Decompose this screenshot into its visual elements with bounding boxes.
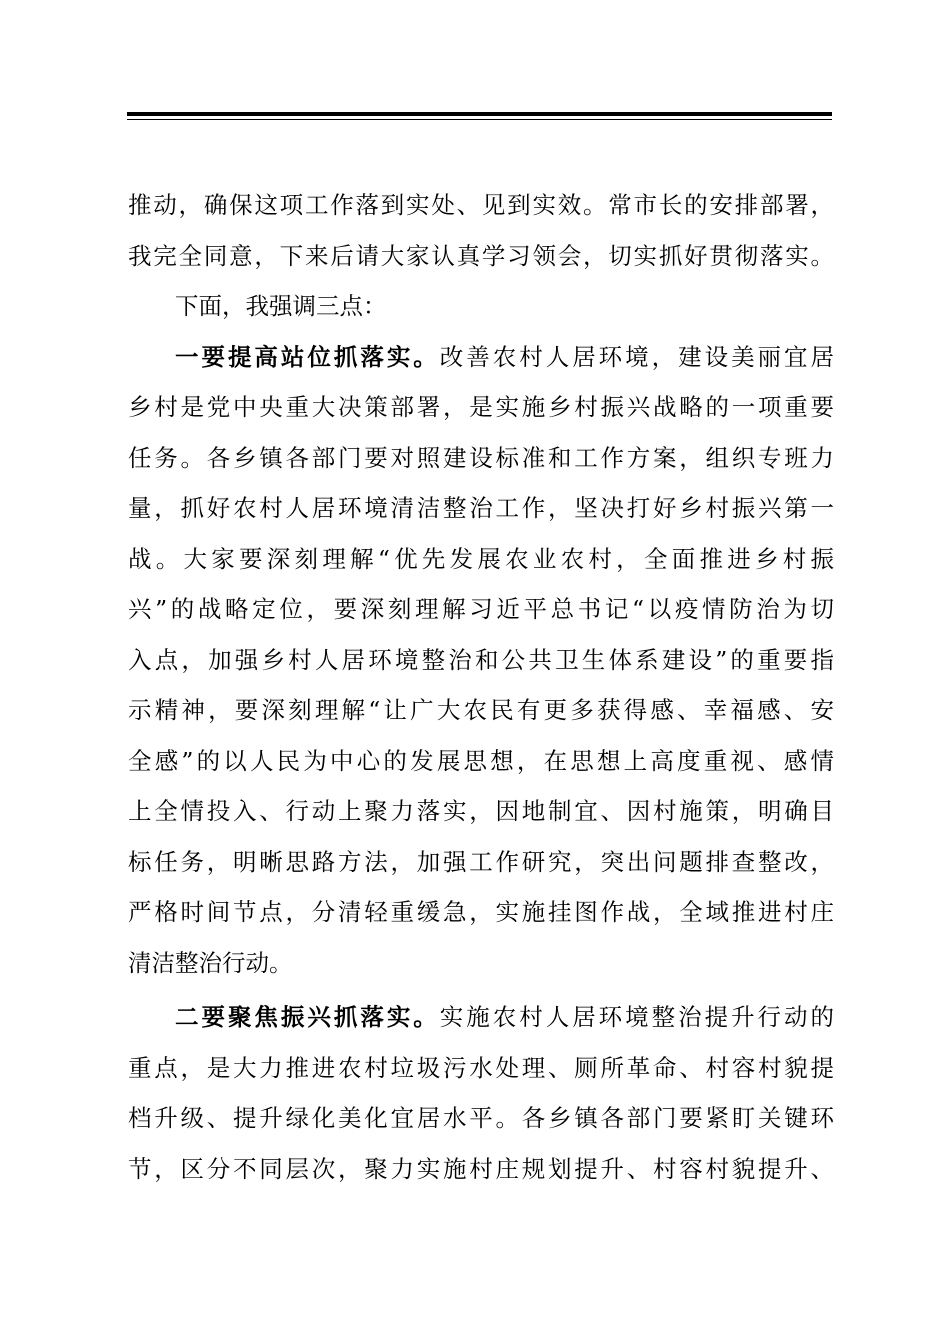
text-line: 兴”的战略定位，要深刻理解习近平总书记“以疫情防治为切 <box>128 595 834 623</box>
text-line <box>128 992 834 1043</box>
text-line: 任务。各乡镇各部门要对照建设标准和工作方案，组织专班力 <box>128 443 834 472</box>
intro-paragraph <box>128 281 834 332</box>
text-line: 乡村是党中央重大决策部署，是实施乡村振兴战略的一项重要 <box>128 393 834 421</box>
continuation-paragraph <box>128 180 834 281</box>
text-line: 推动，确保这项工作落到实处、见到实效。常市长的安排部署， <box>128 191 834 219</box>
text-line: 全感”的以人民为中心的发展思想，在思想上高度重视、感情 <box>128 746 834 775</box>
text-line: 标任务，明晰思路方法，加强工作研究，突出问题排查整改， <box>128 847 834 876</box>
text-line: 档升级、提升绿化美化宜居水平。各乡镇各部门要紧盯关键环 <box>128 1104 834 1132</box>
text-line: 上全情投入、行动上聚力落实，因地制宜、因村施策，明确目 <box>128 797 834 825</box>
document-body <box>128 180 834 1194</box>
text-line: 节，区分不同层次，聚力实施村庄规划提升、村容村貌提升、 <box>128 1154 834 1183</box>
text-line: 重点，是大力推进农村垃圾污水处理、厕所革命、村容村貌提 <box>128 1053 834 1082</box>
text-line: 严格时间节点，分清轻重缓急，实施挂图作战，全域推进村庄 <box>128 898 834 926</box>
point-1-paragraph <box>128 332 834 989</box>
text-line: 示精神，要深刻理解“让广大农民有更多获得感、幸福感、安 <box>128 696 834 724</box>
text-line: 战。大家要深刻理解“优先发展农业农村，全面推进乡村振 <box>128 544 834 573</box>
point-1-heading: 一要提高站位抓落实。 <box>175 342 440 371</box>
point-1-first-line: 改善农村人居环境，建设美丽宜居 <box>439 342 835 371</box>
point-2-first-line: 实施农村人居环境整治提升行动的 <box>439 1003 835 1031</box>
point-2-heading: 二要聚焦振兴抓落实。 <box>175 1003 440 1031</box>
intro-text: 下面，我强调三点： <box>175 292 387 320</box>
point-2-paragraph <box>128 992 834 1194</box>
text-line: 量，抓好农村人居环境清洁整治工作，坚决打好乡村振兴第一 <box>128 494 834 522</box>
header-rule-thick <box>127 112 832 116</box>
text-line: 我完全同意，下来后请大家认真学习领会，切实抓好贯彻落实。 <box>128 241 834 270</box>
text-line: 入点，加强乡村人居环境整治和公共卫生体系建设”的重要指 <box>128 645 834 674</box>
text-line <box>128 332 834 383</box>
header-rule-thin <box>127 119 832 120</box>
text-line: 清洁整治行动。 <box>128 948 293 977</box>
